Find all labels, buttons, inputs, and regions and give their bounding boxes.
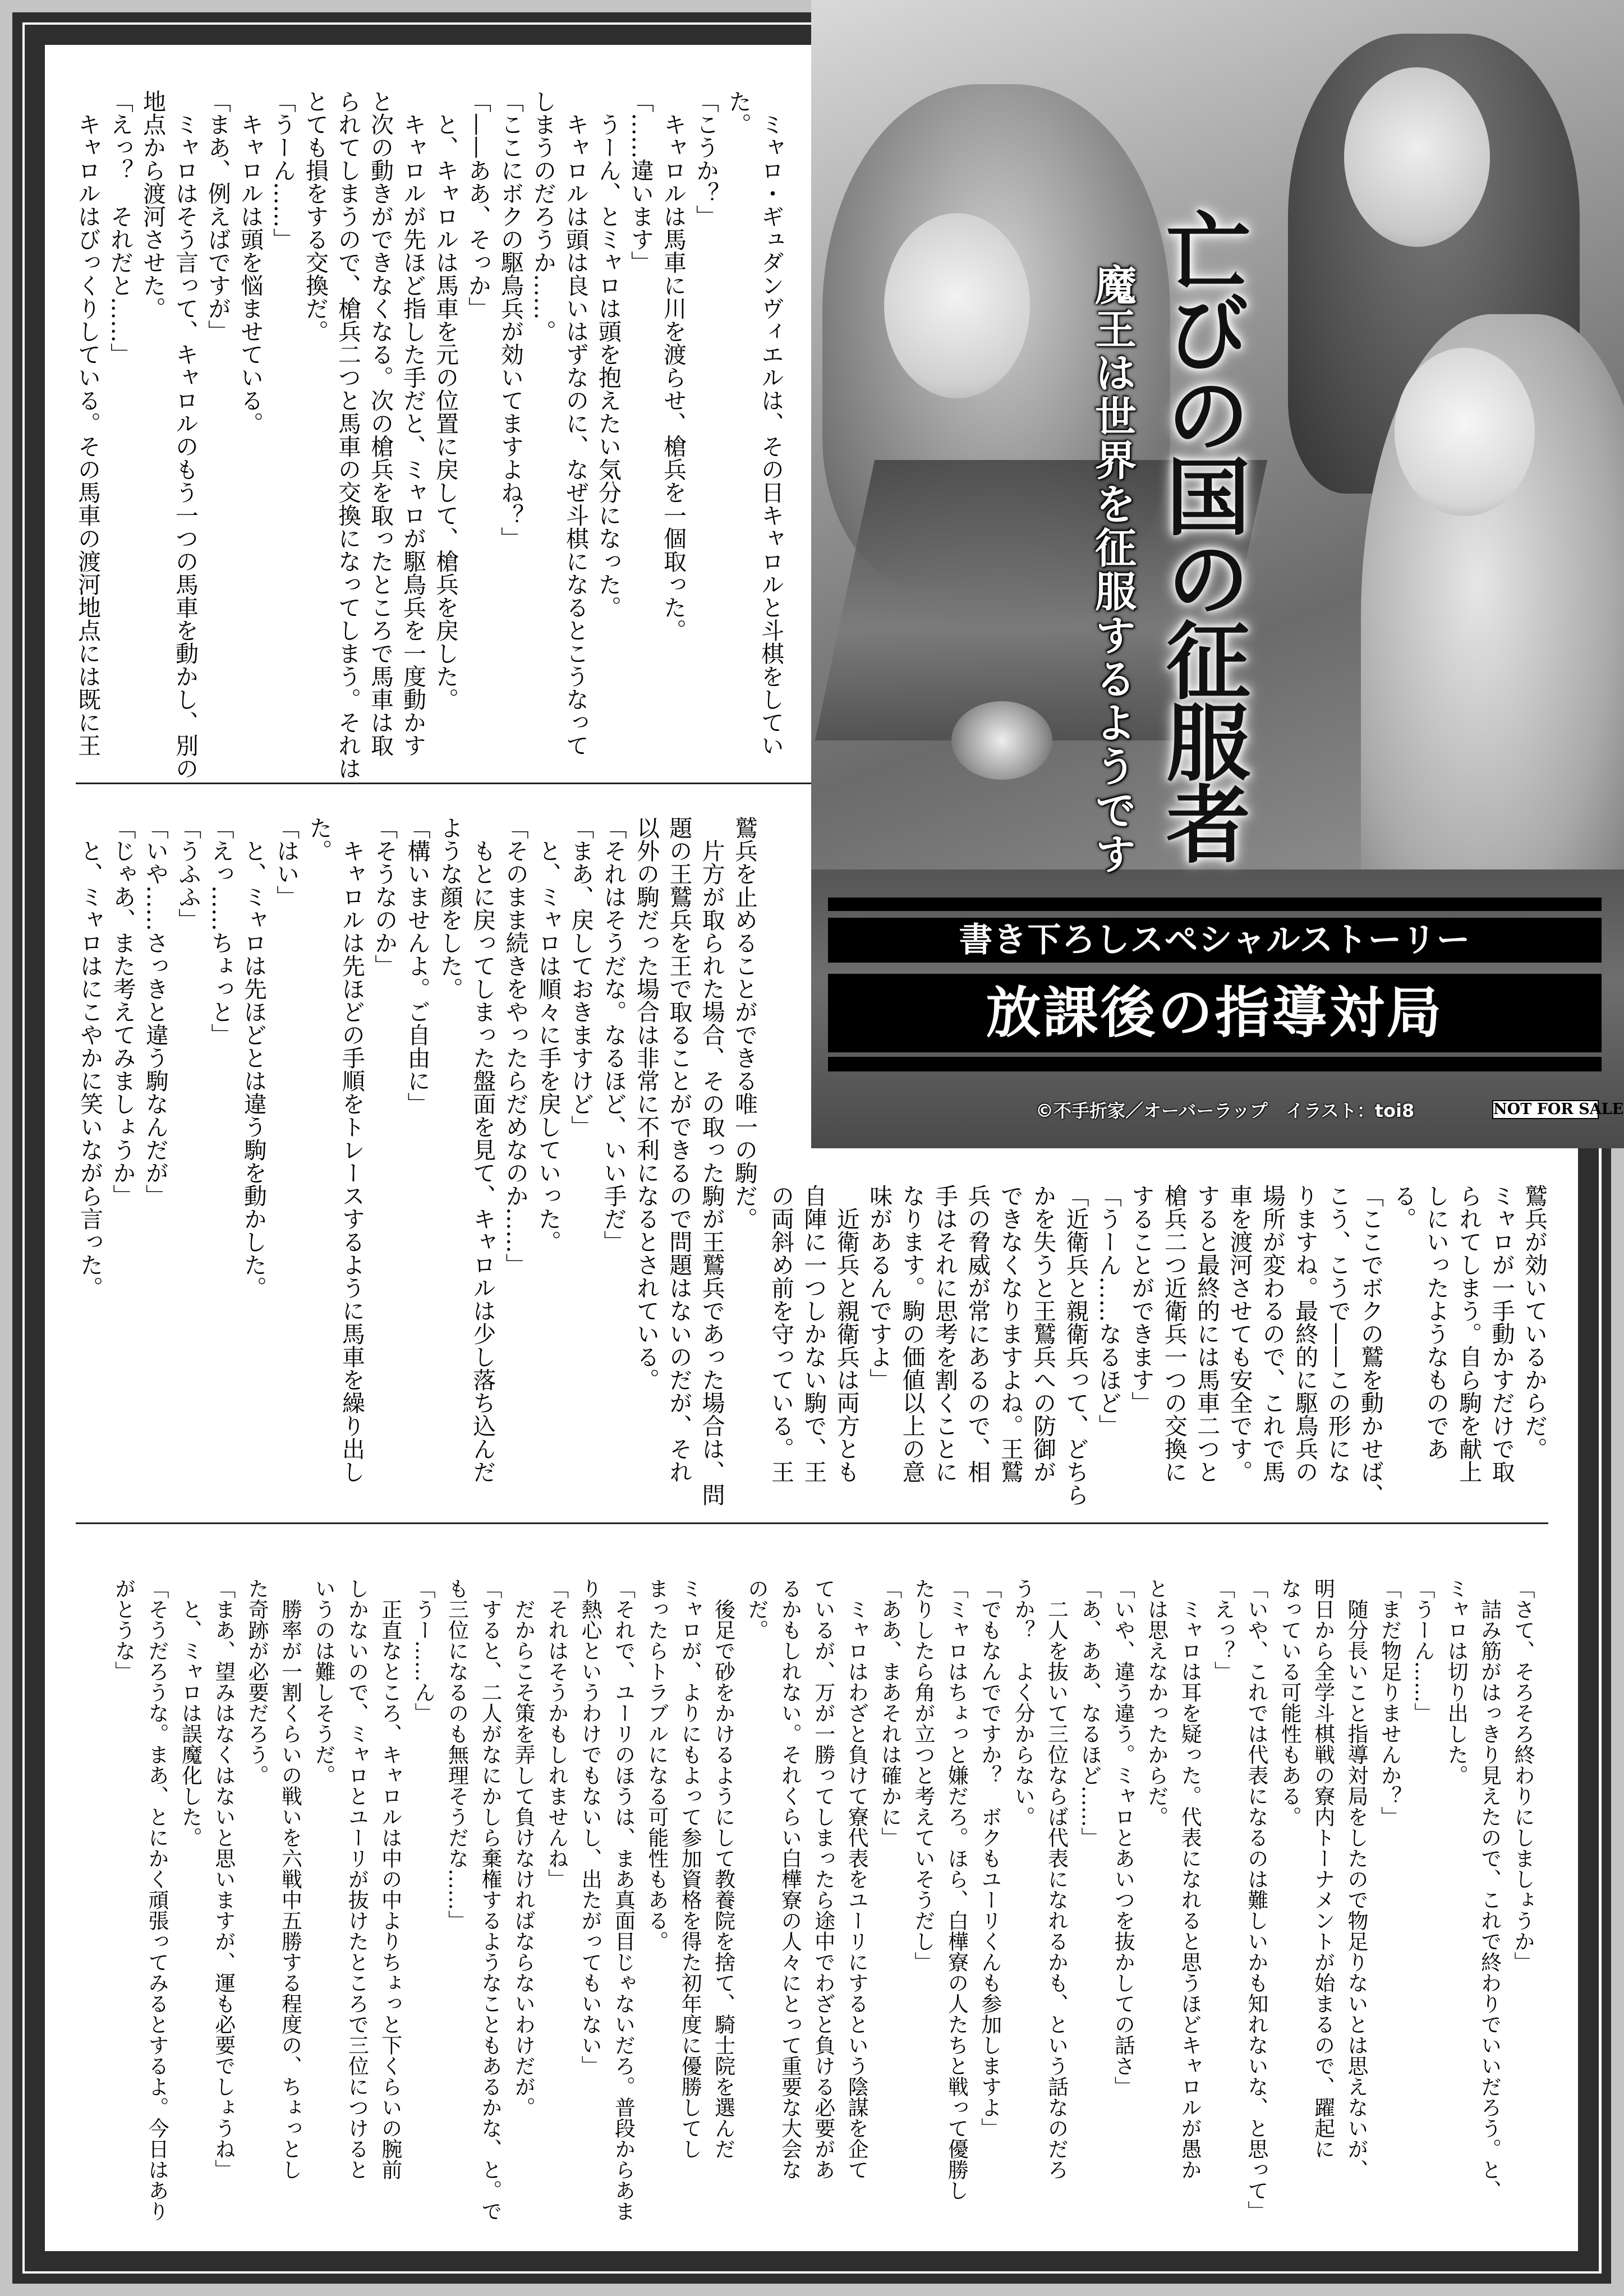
text-column: 場所が変わるので、これで馬 bbox=[1258, 1184, 1286, 1483]
cover-illustration bbox=[811, 0, 1624, 1148]
text-column: 「えっ……ちょっと」 bbox=[207, 816, 234, 1046]
text-column: 「でもなんでですか？ ボクもユーリくんも参加しますよ」 bbox=[977, 1578, 1002, 2138]
text-column: 詰み筋がはっきり見えたので、これで終わりでいいだろう。と、 bbox=[1477, 1578, 1502, 2201]
text-column: 勝率が一割くらいの戦いを六戦中五勝する程度の、ちょっとし bbox=[278, 1578, 302, 2180]
text-column: ミャロが一手動かすだけで取 bbox=[1488, 1184, 1515, 1483]
text-column: できなくなりますよね。王鷲 bbox=[996, 1184, 1024, 1483]
text-column: 「そうだろうな。まあ、とにかく頑張ってみるとするよ。今日はあり bbox=[144, 1578, 169, 2221]
text-column: 車を渡河させても安全です。 bbox=[1226, 1184, 1253, 1483]
text-column: られてしまう。自ら駒を献上 bbox=[1455, 1184, 1483, 1483]
text-column: こう、こうで——この形にな bbox=[1324, 1184, 1351, 1483]
text-column: キャロルが先ほど指した手だと、ミャロが駆鳥兵を一度動かす bbox=[399, 90, 426, 757]
text-block-middle-right bbox=[765, 1184, 1551, 1521]
text-column: も三位になるのも無理そうだな……」 bbox=[444, 1578, 469, 1931]
text-column: 「まだ物足りませんか？」 bbox=[1377, 1578, 1402, 1827]
section-divider bbox=[76, 1522, 1548, 1524]
text-column: かを失うと王鷲兵への防御が bbox=[1029, 1184, 1057, 1483]
text-column: のだ。 bbox=[744, 1578, 769, 1640]
text-column: 以外の駒だった場合は非常に不利になるとされている。 bbox=[632, 816, 660, 1391]
text-column: 兵の脅威が常にあるので、相 bbox=[964, 1184, 991, 1483]
series-title-logo: 亡びの国の征服者 bbox=[1152, 208, 1250, 863]
text-column: だからこそ策を弄して負けなければならないわけだが。 bbox=[511, 1578, 536, 2118]
series-subtitle: 魔王は世界を征服するようです bbox=[1088, 264, 1137, 876]
text-column: た奇跡が必要だろう。 bbox=[245, 1578, 269, 1786]
text-column: すると最終的には馬車二つと bbox=[1193, 1184, 1221, 1483]
text-block-bottom bbox=[107, 1578, 1539, 2229]
text-column: 「うーん……」 bbox=[1410, 1578, 1435, 1723]
text-column: 「あ、ああ、なるほど……」 bbox=[1077, 1578, 1102, 1848]
text-column: 題の王鷲兵を王で取ることができるので問題はないのだが、それ bbox=[665, 816, 693, 1483]
text-column: 「構いませんよ。ご自由に」 bbox=[403, 816, 431, 1115]
text-column: と、ミャロは順々に手を戻していった。 bbox=[534, 816, 562, 1253]
text-column: 味があるんですよ」 bbox=[866, 1184, 893, 1391]
text-column: キャロルは馬車に川を渡らせ、槍兵を一個取った。 bbox=[660, 90, 687, 642]
text-column: 後足で砂をかけるようにして教養院を捨て、騎士院を選んだ bbox=[711, 1578, 735, 2159]
band-decoration bbox=[828, 898, 1602, 911]
band-decoration bbox=[828, 1057, 1602, 1071]
text-column: る。 bbox=[1390, 1184, 1417, 1230]
text-column: 「近衛兵と親衛兵って、どちら bbox=[1062, 1184, 1089, 1506]
text-column: りますね。最終的に駆鳥兵の bbox=[1291, 1184, 1319, 1483]
story-title: 放課後の指導対局 bbox=[828, 974, 1602, 1052]
text-column: と、ミャロは誤魔化した。 bbox=[178, 1578, 203, 1848]
text-column: 「ここでボクの鷲を動かせば、 bbox=[1357, 1184, 1384, 1506]
text-column: まったらトラブルになる可能性もある。 bbox=[644, 1578, 669, 1952]
text-column: 二人を抜いて三位ならば代表になれるかも、という話なのだろ bbox=[1044, 1578, 1069, 2180]
text-column: り熱心というわけでもないし、出たがってもいない」 bbox=[578, 1578, 602, 2076]
text-column: 「まあ、例えばですが」 bbox=[204, 90, 231, 343]
text-column: キャロルはびっくりしている。その馬車の渡河地点には既に王 bbox=[74, 90, 101, 757]
text-column: と次の動きができなくなる。次の槍兵を取ったところで馬車は取 bbox=[367, 90, 394, 757]
text-column: 正直なところ、キャロルは中の中よりちょっと下くらいの腕前 bbox=[378, 1578, 402, 2180]
text-column: 「こうか？」 bbox=[692, 90, 719, 228]
illustration-face bbox=[884, 213, 1030, 398]
text-column: しにいったようなものであ bbox=[1422, 1184, 1450, 1460]
text-column: られてしまうので、槍兵二つと馬車の交換になってしまう。それは bbox=[334, 90, 361, 780]
illustration-face bbox=[1344, 67, 1490, 247]
text-column: ような顔をした。 bbox=[436, 816, 463, 1000]
text-column: るかもしれない。それくらい白樺寮の人々にとって重要な大会な bbox=[778, 1578, 802, 2180]
text-column: た。 bbox=[725, 90, 752, 136]
text-column: 鷲兵を止めることができる唯一の駒だ。 bbox=[731, 816, 758, 1230]
text-column: 近衛兵と親衛兵は両方とも bbox=[832, 1184, 860, 1483]
illustration-face bbox=[1395, 348, 1535, 516]
text-column: と、ミャロはにこやかに笑いながら言った。 bbox=[76, 816, 104, 1299]
text-column: 自陣に一つしかない駒で、王 bbox=[800, 1184, 827, 1483]
text-column: と、キャロルは馬車を元の位置に戻して、槍兵を戻した。 bbox=[432, 90, 459, 711]
text-column: ミャロは耳を疑った。代表になれると思うほどキャロルが愚か bbox=[1177, 1578, 1202, 2180]
text-column: キャロルは先ほどの手順をトレースするように馬車を繰り出し bbox=[338, 816, 365, 1483]
text-column: ミャロが、よりにもよって参加資格を得た初年度に優勝してし bbox=[678, 1578, 702, 2159]
text-column: キャロルは頭を悩ませている。 bbox=[237, 90, 264, 435]
text-column: 鷲兵が効いているからだ。 bbox=[1521, 1184, 1548, 1460]
text-column: 手はそれに思考を割くことに bbox=[931, 1184, 958, 1483]
text-column: 「それで、ユーリのほうは、まあ真面目じゃないだろ。普段からあま bbox=[611, 1578, 636, 2221]
text-column: たりしたら角が立つと考えていそうだし」 bbox=[910, 1578, 935, 1972]
text-column: することができます」 bbox=[1128, 1184, 1155, 1414]
text-column: 「ミャロはちょっと嫌だろ。ほら、白樺寮の人たちと戦って優勝し bbox=[944, 1578, 969, 2201]
text-column: 「まあ、戻しておきますけど」 bbox=[567, 816, 595, 1138]
text-column: 「すると、二人がなにかしら棄権するようなこともあるかな、と。で bbox=[477, 1578, 502, 2221]
text-column: うーん、とミャロは頭を抱えたい気分になった。 bbox=[595, 90, 622, 619]
text-column: 片方が取られた場合、その取った駒が王鷲兵であった場合は、問 bbox=[698, 816, 725, 1506]
text-column: た。 bbox=[305, 816, 333, 862]
text-column: 「いや、違う違う。ミャロとあいつを抜かしての話さ」 bbox=[1111, 1578, 1135, 2097]
text-column: 明日から全学斗棋戦の寮内トーナメントが始まるので、躍起に bbox=[1310, 1578, 1335, 2159]
text-column: 「えっ？ それだと……」 bbox=[107, 90, 134, 366]
text-column: うか？ よく分からない。 bbox=[1011, 1578, 1036, 1827]
text-column: 「ここにボクの駆鳥兵が効いてますよね？」 bbox=[497, 90, 524, 550]
text-column: 「いや、これでは代表になるのは難しいかも知れないな、と思って」 bbox=[1244, 1578, 1268, 2221]
text-column: なっている可能性もある。 bbox=[1277, 1578, 1302, 1827]
text-column: と、ミャロは先ほどとは違う駒を動かした。 bbox=[240, 816, 267, 1299]
text-column: ミャロはそう言って、キャロルのもう一つの馬車を動かし、別の bbox=[172, 90, 199, 780]
text-column: とても損をする交換だ。 bbox=[302, 90, 329, 343]
text-column: ているが、万が一勝ってしまったら途中でわざと負ける必要があ bbox=[811, 1578, 835, 2180]
text-column: とは思えなかったからだ。 bbox=[1144, 1578, 1168, 1827]
text-column: 「まあ、望みはなくはないと思いますが、運も必要でしょうね」 bbox=[211, 1578, 236, 2180]
text-column: 「はい」 bbox=[273, 816, 300, 908]
text-column: 「それはそうかもしれませんね」 bbox=[544, 1578, 569, 1889]
text-column: 「いや……さっきと違う駒なんだが」 bbox=[141, 816, 169, 1207]
text-column: いうのは難しそうだ。 bbox=[311, 1578, 335, 1786]
text-column: 槍兵二つ近衛兵一つの交換に bbox=[1160, 1184, 1188, 1483]
text-column: 「——ああ、そっか」 bbox=[464, 90, 491, 320]
text-column: 「うーん……なるほど」 bbox=[1094, 1184, 1122, 1437]
text-column: なります。駒の価値以上の意 bbox=[898, 1184, 926, 1483]
text-column: 「そのまま続きをやったらだめなのか……」 bbox=[502, 816, 529, 1276]
special-story-label: 書き下ろしスペシャルストーリー bbox=[828, 918, 1602, 963]
text-column: ミャロ・ギュダンヴィエルは、その日キャロルと斗棋をしてい bbox=[757, 90, 784, 757]
text-column: の両斜め前を守っている。王 bbox=[767, 1184, 795, 1483]
text-column: キャロルは頭は良いはずなのに、なぜ斗棋になるとこうなって bbox=[562, 90, 589, 757]
text-column: 「……違います」 bbox=[627, 90, 654, 274]
text-column: しまうのだろうか……。 bbox=[530, 90, 556, 343]
not-for-sale-badge: NOT FOR SALE bbox=[1493, 1101, 1624, 1118]
text-column: もとに戻ってしまった盤面を見て、キャロルは少し落ち込んだ bbox=[469, 816, 496, 1483]
text-column: 「じゃあ、また考えてみましょうか」 bbox=[109, 816, 136, 1207]
text-column: 「えっ？」 bbox=[1211, 1578, 1235, 1682]
text-column: 「うーん……」 bbox=[269, 90, 296, 251]
text-column: しかないので、ミャロとユーリが抜けたところで三位につけると bbox=[344, 1578, 369, 2180]
text-column: 「うふふ」 bbox=[174, 816, 202, 931]
text-block-top-left bbox=[71, 90, 787, 785]
illustration-teacup bbox=[951, 701, 1052, 780]
section-divider bbox=[76, 783, 811, 784]
text-column: 「それはそうだな。なるほど、いい手だ」 bbox=[600, 816, 627, 1253]
text-column: 「うー……ん」 bbox=[411, 1578, 436, 1723]
text-column: 「ああ、まあそれは確かに」 bbox=[877, 1578, 902, 1848]
text-column: 「さて、そろそろ終わりにしましょうか」 bbox=[1511, 1578, 1535, 1972]
text-column: がとうな」 bbox=[111, 1578, 136, 1682]
copyright-credit: ©不手折家／オーバーラップ イラスト：toi8 bbox=[1036, 1100, 1415, 1121]
text-column: 「そうなのか」 bbox=[371, 816, 398, 977]
text-column: 随分長いこと指導対局をしたので物足りないとは思えないが、 bbox=[1344, 1578, 1369, 2180]
text-column: 地点から渡河させた。 bbox=[139, 90, 166, 320]
text-column: ミャロはわざと負けて寮代表をユーリにするという陰謀を企て bbox=[844, 1578, 869, 2180]
text-column: ミャロは切り出した。 bbox=[1444, 1578, 1469, 1786]
text-block-middle-left bbox=[73, 816, 761, 1515]
